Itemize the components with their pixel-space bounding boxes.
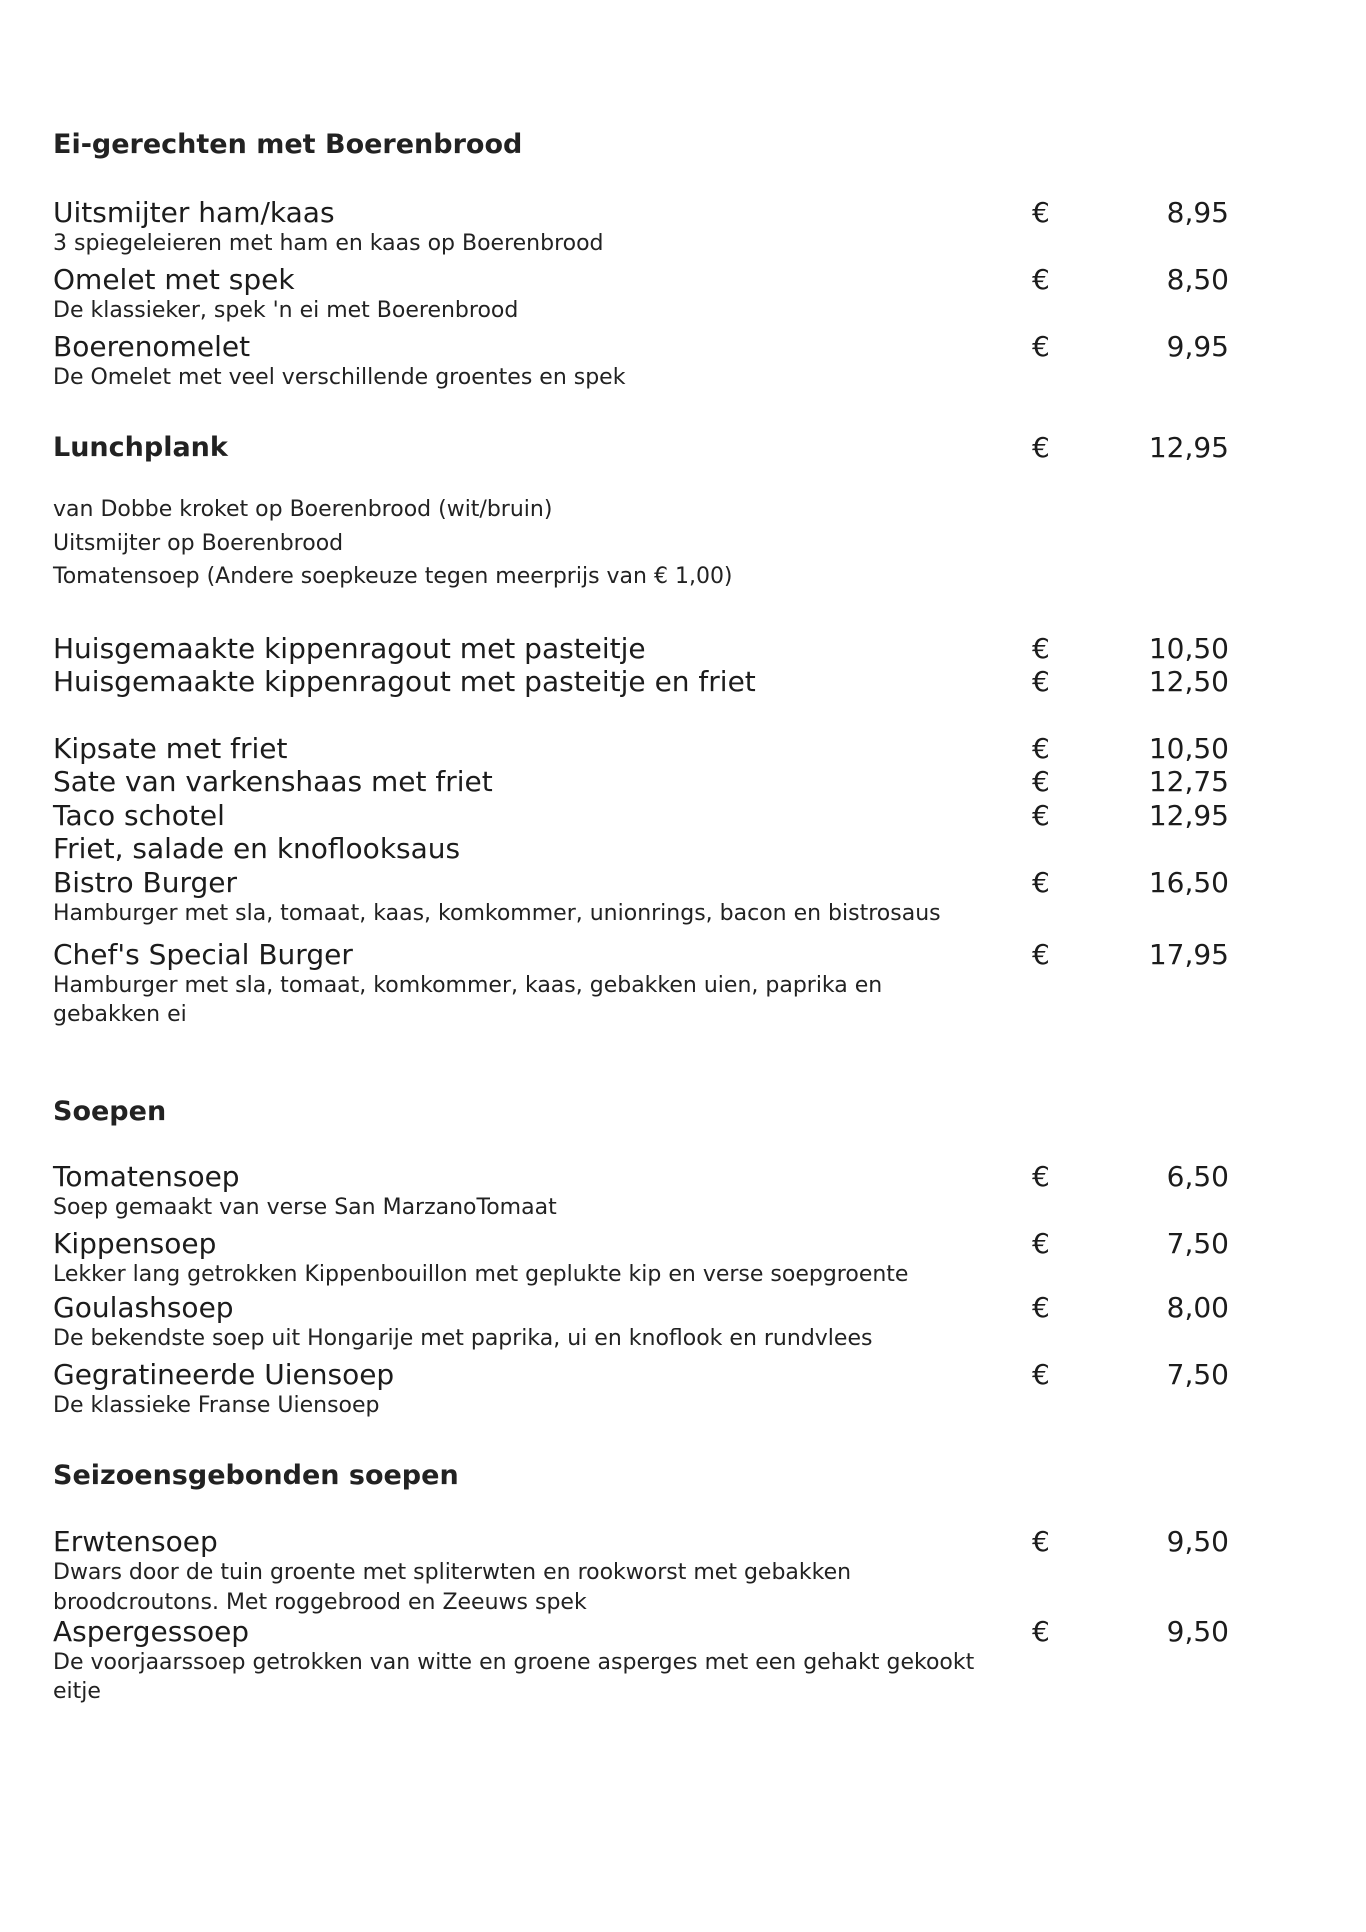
menu-item-price: 12,50 [1148, 665, 1229, 698]
menu-item-description: Dwars door de tuin groente met spliterwten en rookworst met gebakken [53, 1560, 852, 1585]
menu-item-name: Omelet met spek [53, 263, 295, 296]
menu-item-price: 17,95 [1148, 938, 1229, 971]
menu-item-description: 3 spiegeleieren met ham en kaas op Boerenbrood [53, 231, 604, 256]
menu-item-name: Kipsate met friet [53, 732, 288, 765]
lunchplank-line: Uitsmijter op Boerenbrood [53, 531, 344, 556]
menu-item-price: 9,50 [1166, 1615, 1229, 1648]
menu-item-description: Soep gemaakt van verse San MarzanoTomaat [53, 1195, 557, 1220]
section-title-seizoensgebonden-soepen: Seizoensgebonden soepen [53, 1460, 459, 1491]
menu-item-name: Huisgemaakte kippenragout met pasteitje [53, 632, 646, 665]
menu-item-name: Bistro Burger [53, 866, 237, 899]
currency-symbol: € [1032, 866, 1050, 899]
menu-item-description: De bekendste soep uit Hongarije met paprika, ui en knoflook en rundvlees [53, 1326, 873, 1351]
currency-symbol: € [1032, 632, 1050, 665]
menu-item-description: De voorjaarssoep getrokken van witte en groene asperges met een gehakt gekookt [53, 1650, 975, 1675]
menu-item-price: 10,50 [1148, 632, 1229, 665]
menu-item-name: Taco schotel [53, 799, 225, 832]
menu-item-name: Tomatensoep [53, 1160, 240, 1193]
menu-item-price: 7,50 [1166, 1358, 1229, 1391]
menu-item-name: Sate van varkenshaas met friet [53, 765, 493, 798]
menu-item-name: Chef's Special Burger [53, 938, 353, 971]
menu-item-price: 16,50 [1148, 866, 1229, 899]
currency-symbol: € [1032, 1291, 1050, 1324]
currency-symbol: € [1032, 732, 1050, 765]
currency-symbol: € [1032, 1160, 1050, 1193]
menu-item-name: Uitsmijter ham/kaas [53, 196, 335, 229]
menu-item-price: 10,50 [1148, 732, 1229, 765]
lunchplank-price: 12,95 [1148, 431, 1229, 464]
menu-item-name: Gegratineerde Uiensoep [53, 1358, 395, 1391]
currency-symbol: € [1032, 1358, 1050, 1391]
menu-item-name: Goulashsoep [53, 1291, 234, 1324]
currency-symbol: € [1032, 938, 1050, 971]
menu-item-description: Hamburger met sla, tomaat, kaas, komkommer, unionrings, bacon en bistrosaus [53, 901, 941, 926]
lunchplank-line: Tomatensoep (Andere soepkeuze tegen meerprijs van € 1,00) [53, 564, 733, 589]
currency-symbol: € [1032, 799, 1050, 832]
menu-item-subline: Friet, salade en knoflooksaus [53, 832, 461, 865]
menu-item-name: Kippensoep [53, 1227, 217, 1260]
menu-item-description: Hamburger met sla, tomaat, komkommer, kaas, gebakken uien, paprika en [53, 973, 883, 998]
currency-symbol: € [1032, 330, 1050, 363]
lunchplank-line: van Dobbe kroket op Boerenbrood (wit/bruin) [53, 497, 553, 522]
menu-item-description: Lekker lang getrokken Kippenbouillon met geplukte kip en verse soepgroente [53, 1262, 909, 1287]
currency-symbol: € [1032, 263, 1050, 296]
section-title-lunchplank: Lunchplank [53, 432, 228, 463]
currency-symbol: € [1032, 1525, 1050, 1558]
currency-symbol: € [1032, 196, 1050, 229]
currency-symbol: € [1032, 765, 1050, 798]
menu-item-name: Huisgemaakte kippenragout met pasteitje en friet [53, 665, 756, 698]
menu-item-price: 12,75 [1148, 765, 1229, 798]
menu-item-description: De Omelet met veel verschillende groentes en spek [53, 365, 626, 390]
menu-item-price: 7,50 [1166, 1227, 1229, 1260]
currency-symbol: € [1032, 1615, 1050, 1648]
menu-item-price: 6,50 [1166, 1160, 1229, 1193]
currency-symbol: € [1032, 431, 1050, 464]
section-title-ei-gerechten: Ei-gerechten met Boerenbrood [53, 129, 523, 160]
menu-item-description: De klassieke Franse Uiensoep [53, 1393, 380, 1418]
menu-item-name: Erwtensoep [53, 1525, 218, 1558]
menu-item-price: 8,95 [1166, 196, 1229, 229]
section-title-soepen: Soepen [53, 1096, 167, 1127]
menu-item-description: eitje [53, 1679, 101, 1704]
menu-item-description: broodcroutons. Met roggebrood en Zeeuws spek [53, 1590, 587, 1615]
menu-item-name: Boerenomelet [53, 330, 251, 363]
currency-symbol: € [1032, 1227, 1050, 1260]
menu-item-price: 12,95 [1148, 799, 1229, 832]
menu-item-description: gebakken ei [53, 1002, 187, 1027]
menu-item-name: Aspergessoep [53, 1615, 250, 1648]
menu-item-price: 8,00 [1166, 1291, 1229, 1324]
menu-item-price: 9,50 [1166, 1525, 1229, 1558]
menu-item-price: 9,95 [1166, 330, 1229, 363]
menu-item-description: De klassieker, spek 'n ei met Boerenbrood [53, 298, 519, 323]
menu-item-price: 8,50 [1166, 263, 1229, 296]
currency-symbol: € [1032, 665, 1050, 698]
